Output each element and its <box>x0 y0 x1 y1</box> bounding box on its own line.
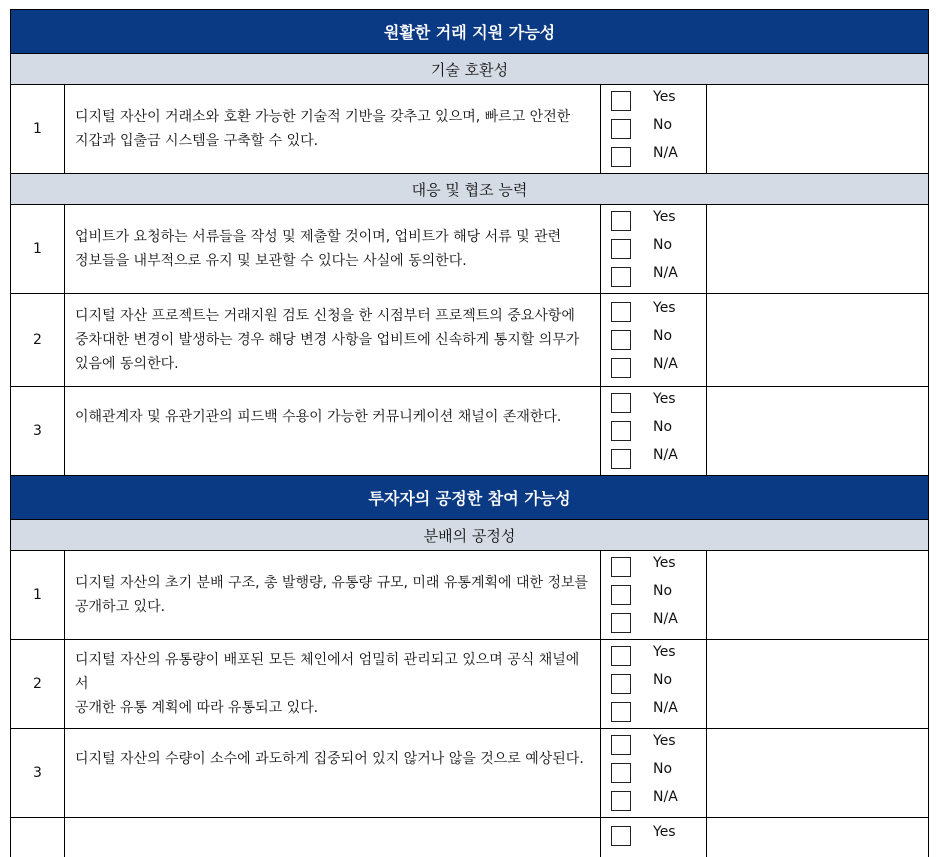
option-label: No <box>653 328 673 344</box>
option-yes[interactable] <box>611 87 706 115</box>
checkbox[interactable] <box>611 421 631 441</box>
option-na[interactable] <box>611 354 706 382</box>
item-text-line: 정보들을 내부적으로 유지 및 보관할 수 있다는 사실에 동의한다. <box>75 253 467 269</box>
item-text-line: 있음에 동의한다. <box>75 356 179 372</box>
checkbox[interactable] <box>611 91 631 111</box>
option-label: Yes <box>653 644 676 660</box>
option-label: No <box>653 117 673 133</box>
option-label: N/A <box>653 611 678 627</box>
option-label: No <box>653 419 673 435</box>
checkbox[interactable] <box>611 267 631 287</box>
item-text <box>65 294 601 386</box>
option-group <box>601 205 707 293</box>
option-group <box>601 729 707 817</box>
option-label: Yes <box>653 555 676 571</box>
table-row <box>10 386 929 475</box>
option-group <box>601 551 707 639</box>
checklist-table <box>10 9 929 857</box>
group-header <box>10 53 929 84</box>
option-label: N/A <box>653 700 678 716</box>
option-na[interactable] <box>611 609 706 637</box>
item-text-line: 디지털 자산의 수량이 소수에 과도하게 집중되어 있지 않거나 않을 것으로 예상된다. <box>75 751 584 767</box>
item-number: 2 <box>11 294 65 386</box>
option-no[interactable] <box>611 759 706 787</box>
group-header <box>10 173 929 204</box>
section-header <box>10 475 929 519</box>
checkbox[interactable] <box>611 449 631 469</box>
remarks-cell[interactable] <box>707 640 928 728</box>
item-text <box>65 205 601 293</box>
checkbox[interactable] <box>611 358 631 378</box>
item-text <box>65 551 601 639</box>
option-yes[interactable] <box>611 553 706 581</box>
checkbox[interactable] <box>611 613 631 633</box>
table-row <box>10 639 929 728</box>
option-no[interactable] <box>611 670 706 698</box>
option-no[interactable] <box>611 417 706 445</box>
group-title: 기술 호환성 <box>430 60 509 79</box>
remarks-cell[interactable] <box>707 294 928 386</box>
group-title: 대응 및 협조 능력 <box>411 180 528 199</box>
item-text-line: 업비트가 요청하는 서류들을 작성 및 제출할 것이며, 업비트가 해당 서류 및 관련 <box>75 229 562 245</box>
remarks-cell[interactable] <box>707 387 928 475</box>
item-text <box>65 729 601 817</box>
option-yes[interactable] <box>611 731 706 759</box>
checkbox[interactable] <box>611 302 631 322</box>
option-na[interactable] <box>611 698 706 726</box>
checkbox[interactable] <box>611 239 631 259</box>
option-label: N/A <box>653 356 678 372</box>
option-label: Yes <box>653 824 676 840</box>
checkbox[interactable] <box>611 646 631 666</box>
item-text-line: 디지털 자산 프로젝트는 거래지원 검토 신청을 한 시점부터 프로젝트의 중요사항에 <box>75 308 575 324</box>
option-na[interactable] <box>611 143 706 171</box>
item-text-line: 중차대한 변경이 발생하는 경우 해당 변경 사항을 업비트에 신속하게 통지할 의무가 <box>75 332 580 348</box>
option-group <box>601 640 707 728</box>
checkbox[interactable] <box>611 702 631 722</box>
checkbox[interactable] <box>611 826 631 846</box>
option-label: N/A <box>653 145 678 161</box>
item-number: 1 <box>11 551 65 639</box>
item-text <box>65 640 601 728</box>
option-na[interactable] <box>611 445 706 473</box>
item-text-line: 지갑과 입출금 시스템을 구축할 수 있다. <box>75 133 319 149</box>
checkbox[interactable] <box>611 211 631 231</box>
checkbox[interactable] <box>611 585 631 605</box>
item-number: 2 <box>11 640 65 728</box>
option-label: No <box>653 761 673 777</box>
option-label: N/A <box>653 265 678 281</box>
option-label: N/A <box>653 789 678 805</box>
item-text-line: 공개한 유통 계획에 따라 유통되고 있다. <box>75 700 319 716</box>
option-label: Yes <box>653 300 676 316</box>
option-group <box>601 818 707 857</box>
table-row <box>10 84 929 173</box>
option-no[interactable] <box>611 581 706 609</box>
option-no[interactable] <box>611 115 706 143</box>
remarks-cell[interactable] <box>707 818 928 857</box>
item-number: 1 <box>11 85 65 173</box>
checkbox[interactable] <box>611 147 631 167</box>
section-title: 투자자의 공정한 참여 가능성 <box>368 489 571 508</box>
item-text <box>65 818 601 857</box>
checkbox[interactable] <box>611 119 631 139</box>
option-label: No <box>653 672 673 688</box>
option-group <box>601 387 707 475</box>
section-header <box>10 9 929 53</box>
item-text <box>65 387 601 475</box>
option-label: N/A <box>653 447 678 463</box>
option-yes[interactable] <box>611 298 706 326</box>
remarks-cell[interactable] <box>707 85 928 173</box>
option-yes[interactable] <box>611 389 706 417</box>
option-no[interactable] <box>611 326 706 354</box>
remarks-cell[interactable] <box>707 729 928 817</box>
option-no[interactable] <box>611 235 706 263</box>
group-header <box>10 519 929 550</box>
item-number <box>11 818 65 857</box>
checkbox[interactable] <box>611 330 631 350</box>
option-label: Yes <box>653 209 676 225</box>
option-group <box>601 294 707 386</box>
item-text-line: 디지털 자산의 초기 분배 구조, 총 발행량, 유통량 규모, 미래 유통계획에 대한 정보를 <box>75 575 589 591</box>
checkbox[interactable] <box>611 674 631 694</box>
item-text-line: 이해관계자 및 유관기관의 피드백 수용이 가능한 커뮤니케이션 채널이 존재한다. <box>75 409 562 425</box>
option-label: Yes <box>653 89 676 105</box>
option-label: Yes <box>653 733 676 749</box>
checkbox[interactable] <box>611 763 631 783</box>
option-yes[interactable] <box>611 207 706 235</box>
table-row <box>10 817 929 857</box>
item-text <box>65 85 601 173</box>
remarks-cell[interactable] <box>707 551 928 639</box>
section-title: 원활한 거래 지원 가능성 <box>383 23 556 42</box>
option-yes[interactable] <box>611 822 706 850</box>
item-text-line: 공개하고 있다. <box>75 599 166 615</box>
table-row <box>10 293 929 386</box>
table-row <box>10 204 929 293</box>
option-label: Yes <box>653 391 676 407</box>
checkbox[interactable] <box>611 791 631 811</box>
item-text-line: 디지털 자산이 거래소와 호환 가능한 기술적 기반을 갖추고 있으며, 빠르고 안전한 <box>75 109 571 125</box>
item-number: 3 <box>11 729 65 817</box>
option-na[interactable] <box>611 263 706 291</box>
checkbox[interactable] <box>611 393 631 413</box>
checkbox[interactable] <box>611 557 631 577</box>
option-label: No <box>653 583 673 599</box>
table-row <box>10 728 929 817</box>
group-title: 분배의 공정성 <box>423 526 516 545</box>
option-na[interactable] <box>611 787 706 815</box>
option-group <box>601 85 707 173</box>
option-label: No <box>653 237 673 253</box>
item-number: 1 <box>11 205 65 293</box>
table-row <box>10 550 929 639</box>
option-yes[interactable] <box>611 642 706 670</box>
remarks-cell[interactable] <box>707 205 928 293</box>
item-text-line: 디지털 자산의 유통량이 배포된 모든 체인에서 엄밀히 관리되고 있으며 공식 채널에서 <box>75 652 580 692</box>
checkbox[interactable] <box>611 735 631 755</box>
item-number: 3 <box>11 387 65 475</box>
